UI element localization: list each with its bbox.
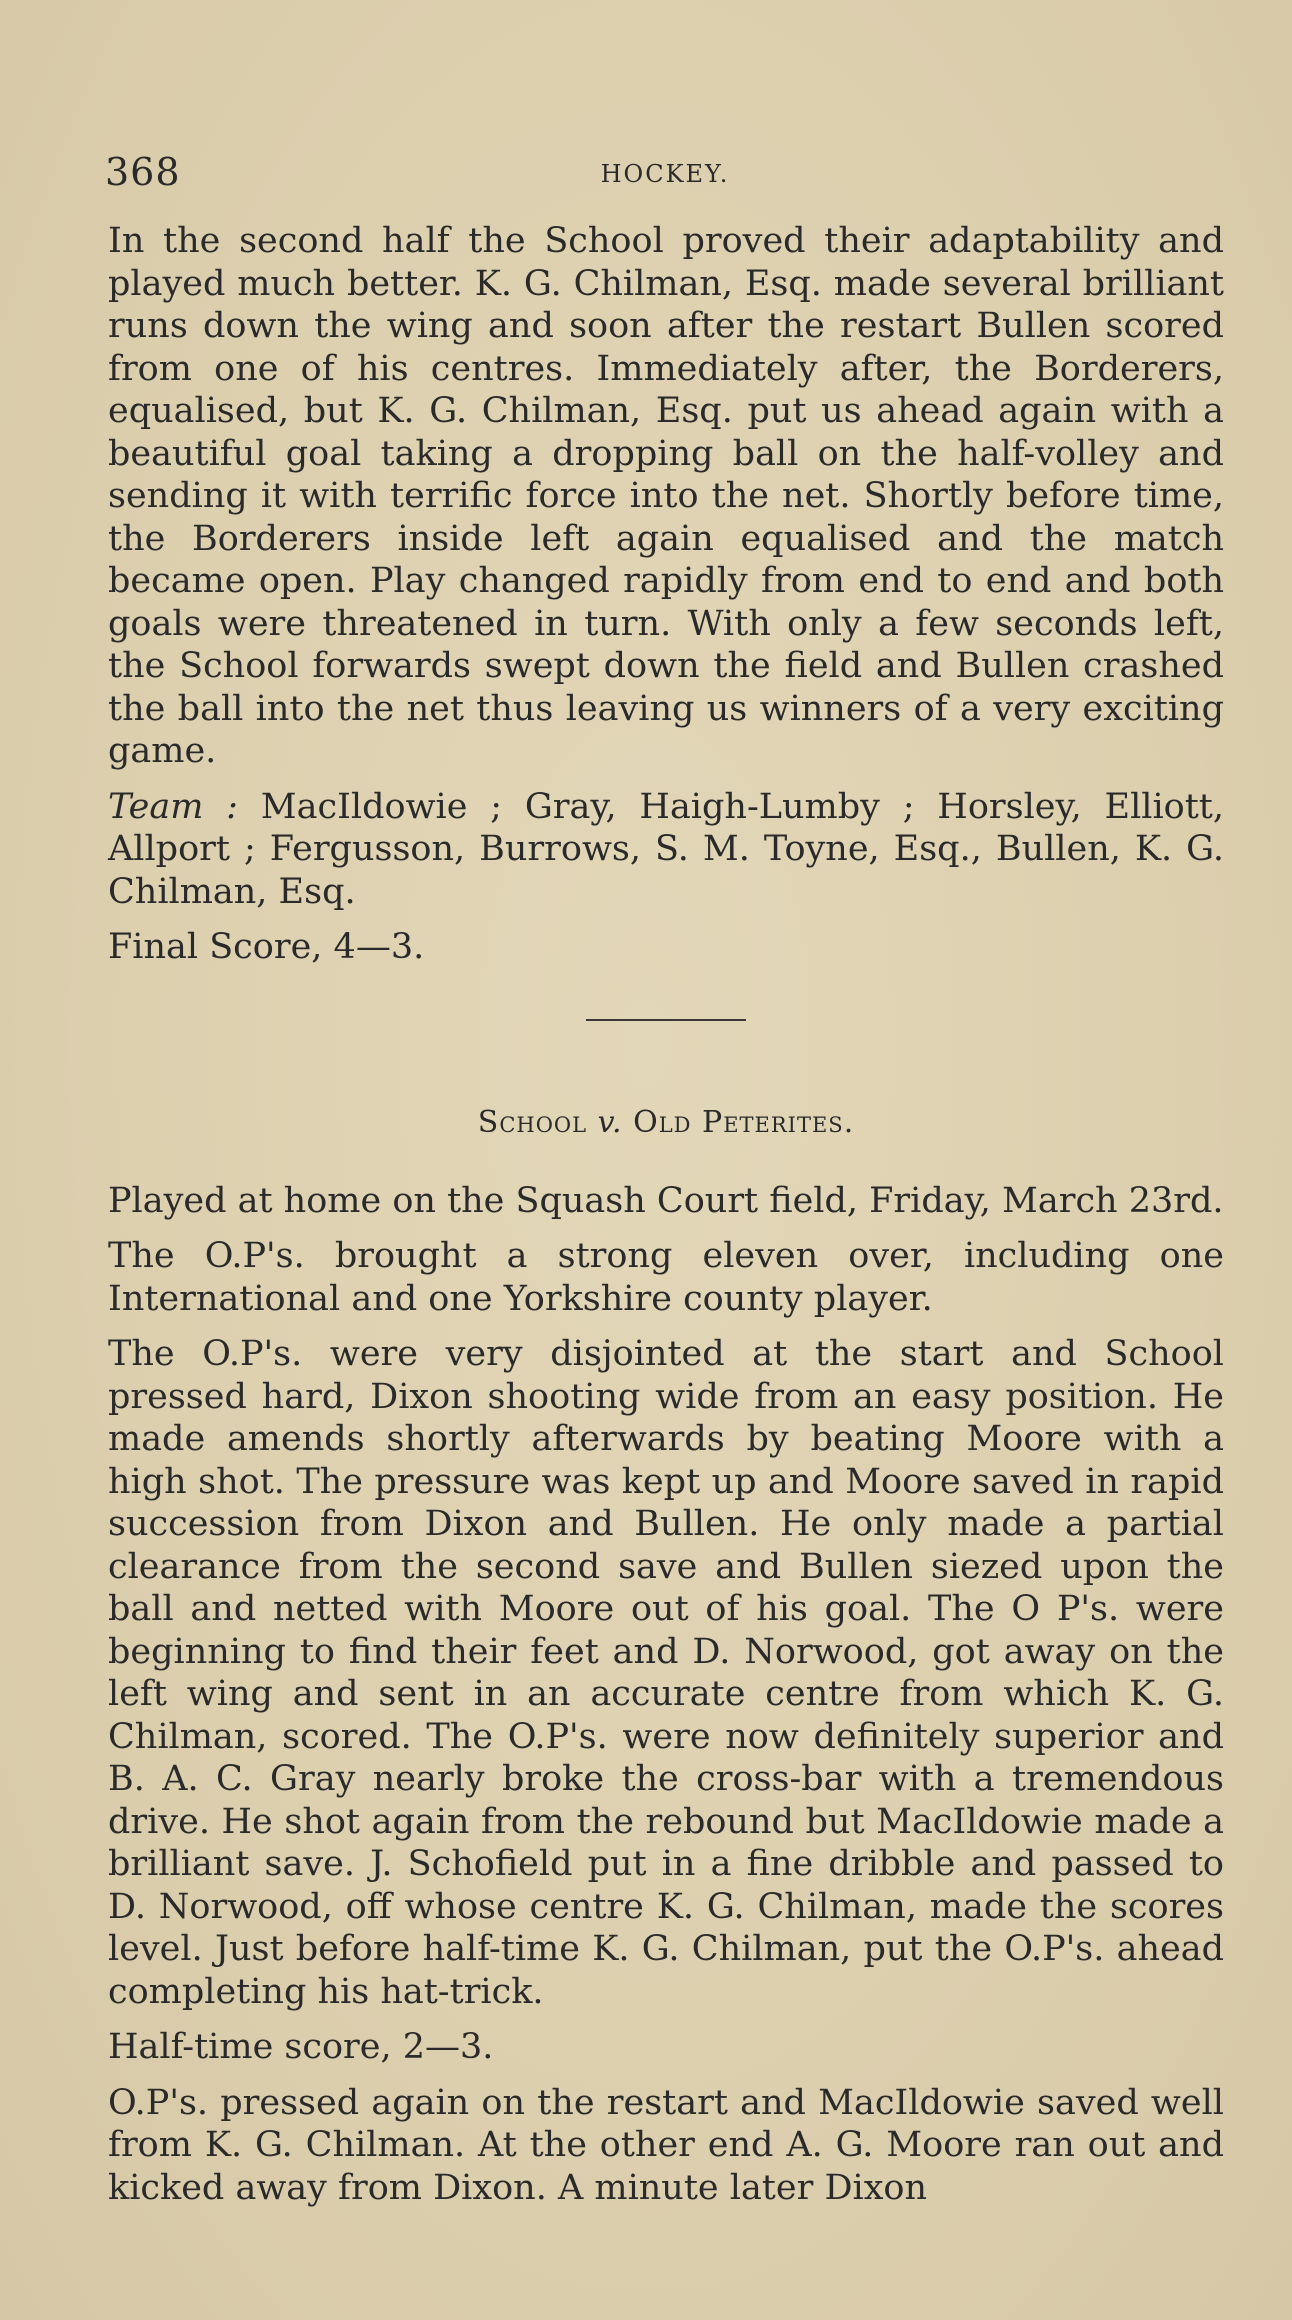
team-lineup <box>108 786 1224 914</box>
paragraph-team-info: The O.P's. brought a strong eleven over, including one International and one Yorkshire county player. <box>108 1236 1224 1319</box>
team-label: Team : <box>108 786 238 827</box>
final-score: Final Score, 4—3. <box>108 927 425 967</box>
paragraph-second-half: In the second half the School proved their adaptability and played much better. K. G. Chilman, Esq. made several brilliant runs down the wing and soon after the restart Bullen scored from one of his centres. Immediately after, the Borderers, equalised, but K. G. Chilman, Esq. put us ahead again with a beautiful goal taking a dropping ball on the half-volley and sending it with terrific force into the net. Shortly before time, the Borderers inside left again equalised and the match became open. Play changed rapidly from end to end and both goals were threatened in turn. With only a few seconds left, the School forwards swept down the field and Bullen crashed the ball into the net thus leaving us winners of a very exciting game. <box>108 221 1224 771</box>
paragraph-restart: O.P's. pressed again on the restart and MacIldowie saved well from K. G. Chilman. At the other end A. G. Moore ran out and kicked away from Dixon. A minute later Dixon <box>108 2082 1224 2208</box>
section-divider <box>586 1019 746 1021</box>
section-heading-part1: School <box>477 1104 598 1140</box>
section-heading-part2: Old Peterites. <box>622 1104 855 1140</box>
section-heading <box>108 1105 1224 1140</box>
team-text: MacIldowie ; Gray, Haigh-Lumby ; Horsley, Elliott, Allport ; Fergusson, Burrows, S. M. Toyne, Esq., Bullen, K. G. Chilman, Esq. <box>108 786 1224 912</box>
section-heading-versus: v. <box>597 1104 623 1140</box>
half-time-score: Half-time score, 2—3. <box>108 2027 494 2067</box>
paragraph-match-report: The O.P's. were very disjointed at the start and School pressed hard, Dixon shooting wide from an easy position. He made amends shortly afterwards by beating Moore with a high shot. The pressure was kept up and Moore saved in rapid succession from Dixon and Bullen. He only made a partial clearance from the second save and Bullen siezed upon the ball and netted with Moore out of his goal. The O P's. were beginning to find their feet and D. Norwood, got away on the left wing and sent in an accurate centre from which K. G. Chilman, scored. The O.P's. were now definitely superior and B. A. C. Gray nearly broke the cross-bar with a tremendous drive. He shot again from the rebound but MacIldowie made a brilliant save. J. Schofield put in a fine dribble and passed to D. Norwood, off whose centre K. G. Chilman, made the scores level. Just before half-time K. G. Chilman, put the O.P's. ahead completing his hat-trick. <box>108 1334 1224 2012</box>
running-head: HOCKEY. <box>600 160 730 188</box>
page-number: 368 <box>105 150 181 194</box>
paragraph-venue: Played at home on the Squash Court field, Friday, March 23rd. <box>108 1180 1224 1221</box>
page-header <box>105 150 1225 200</box>
page-content <box>108 220 1224 2222</box>
